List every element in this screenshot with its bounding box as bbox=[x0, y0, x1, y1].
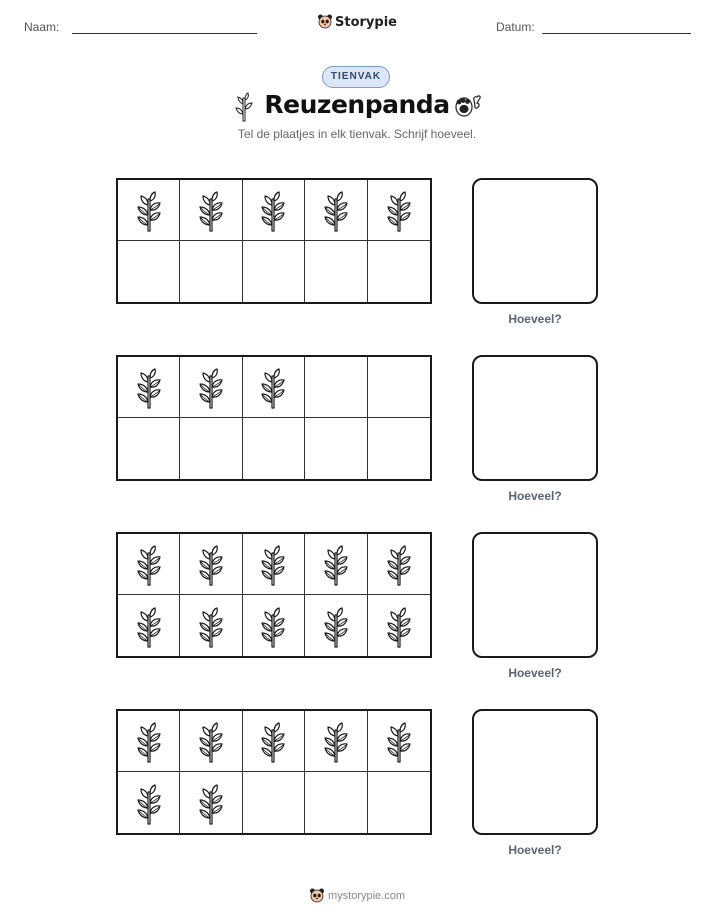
ten-frame-cell bbox=[180, 595, 242, 656]
panda-logo-icon bbox=[309, 887, 325, 903]
bamboo-sprig-icon bbox=[386, 542, 412, 586]
brand-name: Storypie bbox=[335, 15, 397, 30]
footer-url[interactable]: mystorypie.com bbox=[327, 890, 406, 902]
ten-frame-cell bbox=[305, 772, 367, 833]
ten-frame-cell bbox=[180, 534, 242, 595]
ten-frame-cell bbox=[180, 180, 242, 241]
answer-prompt: Hoeveel? bbox=[508, 312, 562, 326]
ten-frame-cell bbox=[118, 772, 180, 833]
ten-frame-cell bbox=[305, 357, 367, 418]
ten-frame-cell bbox=[305, 595, 367, 656]
ten-frame-cell bbox=[118, 534, 180, 595]
bamboo-sprig-icon bbox=[198, 188, 224, 232]
ten-frame-cell bbox=[305, 534, 367, 595]
ten-frame-cell bbox=[180, 772, 242, 833]
answer-prompt: Hoeveel? bbox=[508, 843, 562, 857]
bamboo-sprig-icon bbox=[198, 604, 224, 648]
answer-box[interactable] bbox=[472, 532, 598, 658]
name-label: Naam: bbox=[24, 20, 60, 34]
bamboo-sprig-icon bbox=[136, 365, 162, 409]
bamboo-sprig-icon bbox=[260, 604, 286, 648]
ten-frame-cell bbox=[368, 772, 430, 833]
bamboo-sprig-icon bbox=[323, 188, 349, 232]
bamboo-sprig-icon bbox=[386, 604, 412, 648]
answer-box[interactable] bbox=[472, 709, 598, 835]
bamboo-sprig-icon bbox=[323, 604, 349, 648]
bamboo-sprig-icon bbox=[323, 719, 349, 763]
ten-frame-cell bbox=[305, 711, 367, 772]
ten-frame-cell bbox=[368, 595, 430, 656]
answer-prompt: Hoeveel? bbox=[508, 489, 562, 503]
ten-frame-cell bbox=[305, 241, 367, 302]
bamboo-sprig-icon bbox=[136, 542, 162, 586]
ten-frame bbox=[116, 355, 432, 481]
footer bbox=[0, 887, 714, 903]
ten-frame-cell bbox=[368, 357, 430, 418]
bamboo-sprig-icon bbox=[198, 365, 224, 409]
ten-frame-cell bbox=[243, 241, 305, 302]
answer-box[interactable] bbox=[472, 178, 598, 304]
bamboo-sprig-icon bbox=[260, 719, 286, 763]
bamboo-sprig-icon bbox=[260, 542, 286, 586]
worksheet-badge: TIENVAK bbox=[322, 66, 390, 88]
date-line[interactable] bbox=[542, 33, 691, 34]
ten-frame-cell bbox=[243, 534, 305, 595]
ten-frame-cell bbox=[118, 180, 180, 241]
page-title: Reuzenpanda bbox=[264, 90, 450, 119]
instructions: Tel de plaatjes in elk tienvak. Schrijf hoeveel. bbox=[237, 127, 477, 141]
ten-frame-cell bbox=[368, 241, 430, 302]
panda-logo-icon bbox=[317, 13, 333, 29]
bamboo-sprig-icon bbox=[386, 188, 412, 232]
bamboo-sprig-icon bbox=[136, 781, 162, 825]
ten-frame-cell bbox=[243, 711, 305, 772]
ten-frame-cell bbox=[243, 180, 305, 241]
date-label: Datum: bbox=[496, 20, 535, 34]
bamboo-sprig-icon bbox=[386, 719, 412, 763]
ten-frame-cell bbox=[118, 595, 180, 656]
ten-frame-cell bbox=[118, 357, 180, 418]
ten-frame-cell bbox=[305, 180, 367, 241]
answer-box[interactable] bbox=[472, 355, 598, 481]
ten-frame-cell bbox=[368, 418, 430, 479]
ten-frame bbox=[116, 532, 432, 658]
bamboo-sprig-icon bbox=[136, 719, 162, 763]
ten-frame-cell bbox=[180, 711, 242, 772]
bamboo-sprig-icon bbox=[136, 604, 162, 648]
bamboo-sprig-icon bbox=[136, 188, 162, 232]
bamboo-sprig-icon bbox=[260, 365, 286, 409]
bamboo-sprig-icon bbox=[198, 542, 224, 586]
ten-frame-cell bbox=[118, 418, 180, 479]
ten-frame-cell bbox=[180, 241, 242, 302]
ten-frame-cell bbox=[118, 711, 180, 772]
bamboo-sprig-icon bbox=[198, 719, 224, 763]
ten-frame-cell bbox=[243, 772, 305, 833]
ten-frame-cell bbox=[243, 418, 305, 479]
ten-frame-cell bbox=[118, 241, 180, 302]
answer-prompt: Hoeveel? bbox=[508, 666, 562, 680]
ten-frame bbox=[116, 178, 432, 304]
ten-frame-cell bbox=[368, 534, 430, 595]
ten-frame-cell bbox=[180, 418, 242, 479]
bamboo-sprig-icon bbox=[198, 781, 224, 825]
brand-logo bbox=[0, 13, 714, 30]
paw-bone-icon bbox=[453, 90, 485, 120]
bamboo-sprig-icon bbox=[260, 188, 286, 232]
ten-frame bbox=[116, 709, 432, 835]
bamboo-sprig-icon bbox=[323, 542, 349, 586]
ten-frame-cell bbox=[243, 595, 305, 656]
ten-frame-cell bbox=[368, 180, 430, 241]
name-line[interactable] bbox=[72, 33, 257, 34]
ten-frame-cell bbox=[180, 357, 242, 418]
ten-frame-cell bbox=[368, 711, 430, 772]
ten-frame-cell bbox=[305, 418, 367, 479]
ten-frame-cell bbox=[243, 357, 305, 418]
